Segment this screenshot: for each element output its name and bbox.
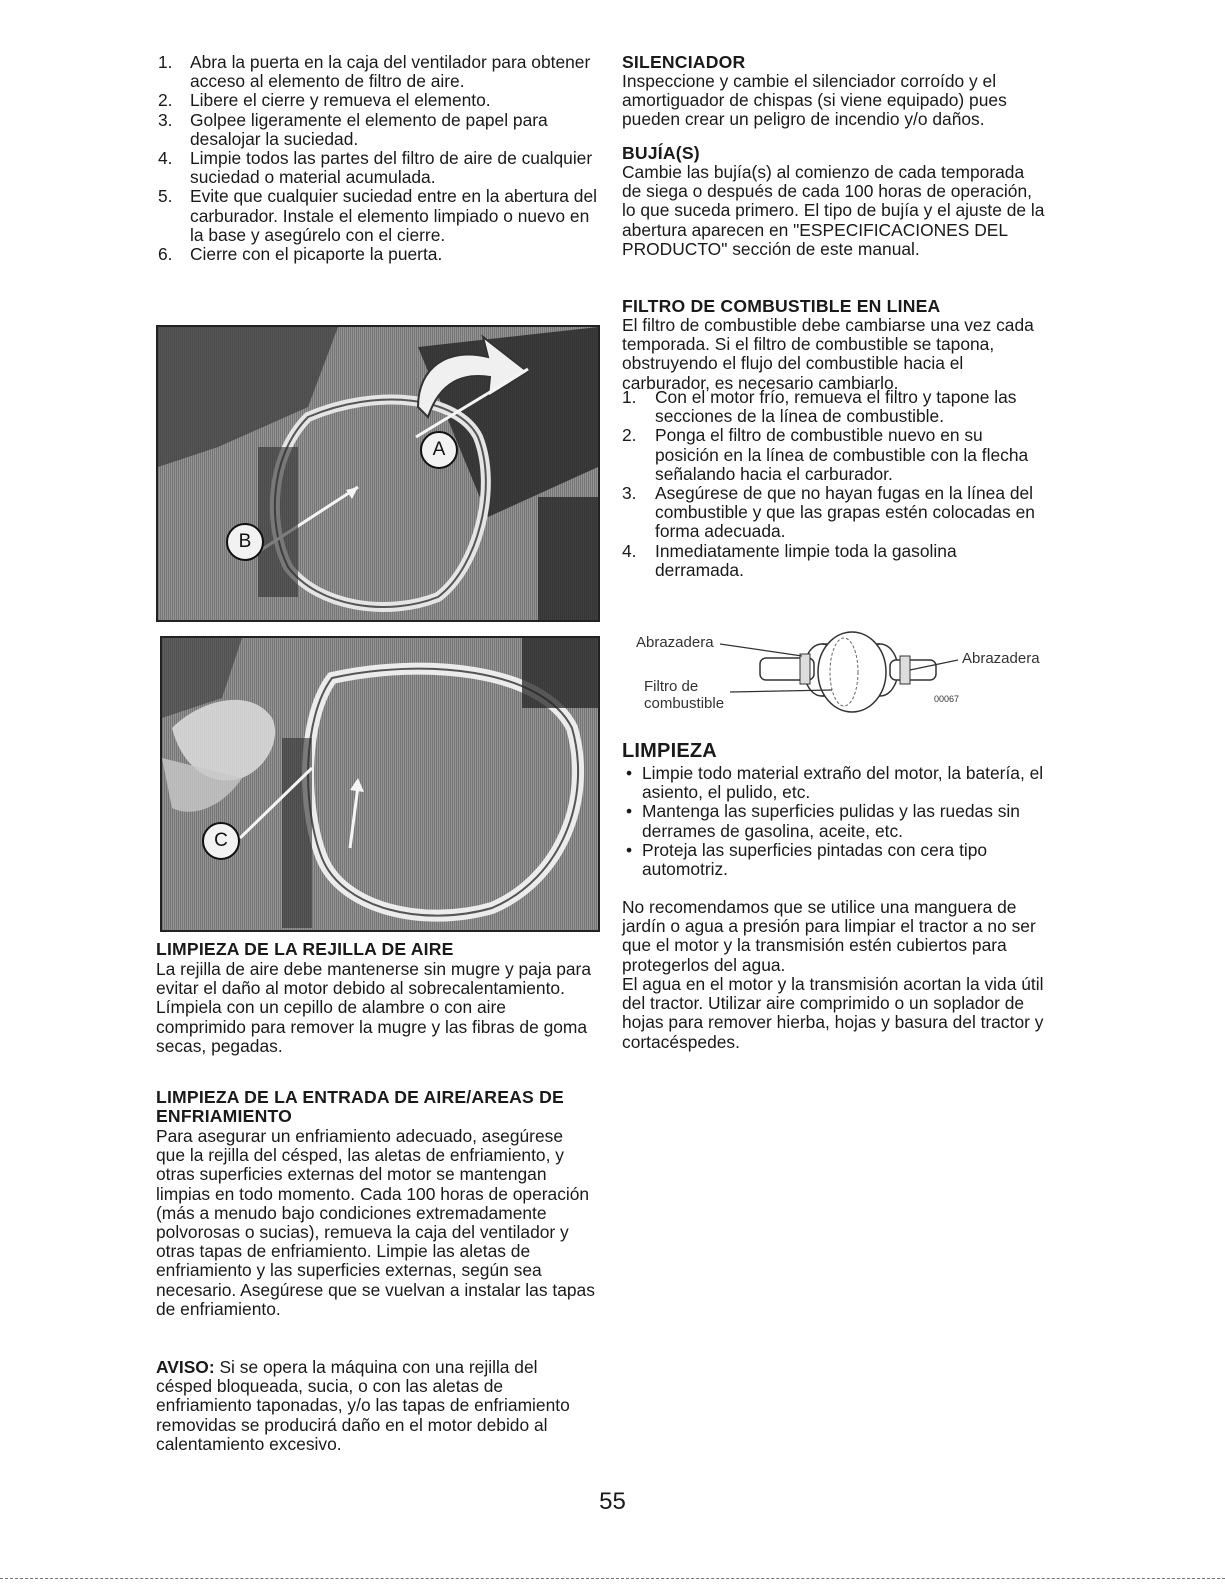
notice-text: Si se opera la máquina con una rejilla del césped bloqueada, sucia, o con las aletas de enfriamiento taponadas, y/o las tapas de enfriamiento removidas se producirá daño en el motor debido al calentamiento excesivo. — [156, 1357, 570, 1454]
fuel-filter-body: El filtro de combustible debe cambiarse una vez cada temporada. Si el filtro de combustible se tapona, obstruyendo el flujo del combustible hacia el carburador, es necesario cambiarlo. — [622, 315, 1034, 393]
list-item: 2. Libere el cierre y remueva el elemento. — [158, 90, 491, 111]
list-item: 3. Asegúrese de que no hayan fugas en la línea del combustible y que las grapas estén colocadas en forma adecuada. — [622, 483, 1035, 542]
fuel-filter-diagram — [622, 630, 1047, 730]
clamp-label-right: Abrazadera — [962, 650, 1040, 667]
list-item: 3. Golpee ligeramente el elemento de papel para desalojar la suciedad. — [158, 109, 548, 149]
notice-label: AVISO: — [156, 1357, 215, 1377]
cleaning-para-2: El agua en el motor y la transmisión acortan la vida útil del tractor. Utilizar aire comprimido o un soplador de hojas para remover hierba, hojas y basura del tractor y cortacéspedes. — [622, 974, 1044, 1052]
list-item: 6. Cierre con el picaporte la puerta. — [158, 244, 443, 265]
grille-body: La rejilla de aire debe mantenerse sin mugre y paja para evitar el daño al motor debido al sobrecalentamiento. Límpiela con un cepillo de alambre o con aire comprimido para remover la mugre y las fibras de goma secas, pegadas. — [156, 959, 592, 1056]
cleaning-heading: LIMPIEZA — [622, 740, 717, 762]
air-filter-photo-bottom — [160, 636, 600, 932]
list-item: 4. Inmediatamente limpie toda la gasolina derramada. — [622, 540, 957, 580]
callout-a: A — [420, 431, 458, 469]
list-item: 4. Limpie todos las partes del filtro de aire de cualquier suciedad o material acumulada. — [158, 148, 593, 188]
list-item: 2. Ponga el filtro de combustible nuevo en su posición en la línea de combustible con la flecha señalando hacia el carburador. — [622, 425, 1029, 484]
fuel-filter-steps — [622, 388, 1047, 580]
cleaning-para-1: No recomendamos que se utilice una manguera de jardín o agua a presión para limpiar el tractor a no ser que el motor y la transmisión estén cubiertos para protegerlos del agua. — [622, 897, 1036, 975]
air-filter-steps — [150, 53, 598, 264]
page-number: 55 — [599, 1488, 626, 1515]
grille-heading: LIMPIEZA DE LA REJILLA DE AIRE — [156, 939, 454, 959]
list-item: • Mantenga las superficies pulidas y las ruedas sin derrames de gasolina, aceite, etc. — [626, 801, 1020, 841]
air-filter-photo-top — [156, 325, 600, 622]
air-filter-drawing-bottom — [162, 638, 598, 930]
bottom-divider — [0, 1578, 1225, 1579]
callout-b: B — [226, 523, 264, 561]
muffler-body: Inspeccione y cambie el silenciador corroído y el amortiguador de chispas (si viene equipado) pues pueden crear un peligro de incendio y/o daños. — [622, 71, 1007, 130]
muffler-heading: SILENCIADOR — [622, 52, 746, 72]
callout-c: C — [202, 822, 240, 860]
fuel-filter-heading: FILTRO DE COMBUSTIBLE EN LINEA — [622, 296, 941, 316]
list-item: • Proteja las superficies pintadas con cera tipo automotriz. — [626, 839, 988, 880]
list-item: 1. Con el motor frío, remueva el filtro y tapone las secciones de la línea de combustible. — [622, 387, 1017, 427]
cooling-heading: LIMPIEZA DE LA ENTRADA DE AIRE/AREAS DE ENFRIAMIENTO — [156, 1087, 564, 1127]
list-item: 1. Abra la puerta en la caja del ventilador para obtener acceso al elemento de filtro de aire. — [158, 52, 591, 92]
clamp-label-left: Abrazadera — [636, 634, 714, 651]
filter-label-line1: Filtro de — [644, 678, 699, 695]
cleaning-bullets — [622, 764, 1047, 879]
spark-plug-heading: BUJÍA(S) — [622, 143, 700, 163]
filter-label-line2: combustible — [644, 695, 725, 712]
spark-plug-body: Cambie las bujía(s) al comienzo de cada temporada de siega o después de cada 100 horas de operación, lo que suceda primero. El tipo de bujía y el ajuste de la abertura aparecen en "ESPECIFICACIONES DEL PRODUCTO" sección de este manual. — [622, 162, 1045, 259]
cooling-body: Para asegurar un enfriamiento adecuado, asegúrese que la rejilla del césped, las aletas de enfriamiento, y otras superficies externas del motor se mantengan limpias en todo momento. Cada 100 horas de operación (más a menudo bajo condiciones extremadamente polvorosas o sucias), remueva la caja del ventilador y otras tapas de enfriamiento. Limpie las aletas de enfriamiento y las superficies externas, según sea necesario. Asegúrese que se vuelvan a instalar las tapas de enfriamiento. — [156, 1126, 595, 1319]
cooling-notice — [156, 1358, 596, 1454]
list-item: • Limpie todo material extraño del motor, la batería, el asiento, el pulido, etc. — [626, 763, 1044, 803]
diagram-code: 00067 — [934, 694, 960, 704]
air-filter-drawing-top — [158, 327, 598, 620]
list-item: 5. Evite que cualquier suciedad entre en la abertura del carburador. Instale el elemento limpiado o nuevo en la base y asegúrelo con el cierre. — [158, 186, 598, 245]
